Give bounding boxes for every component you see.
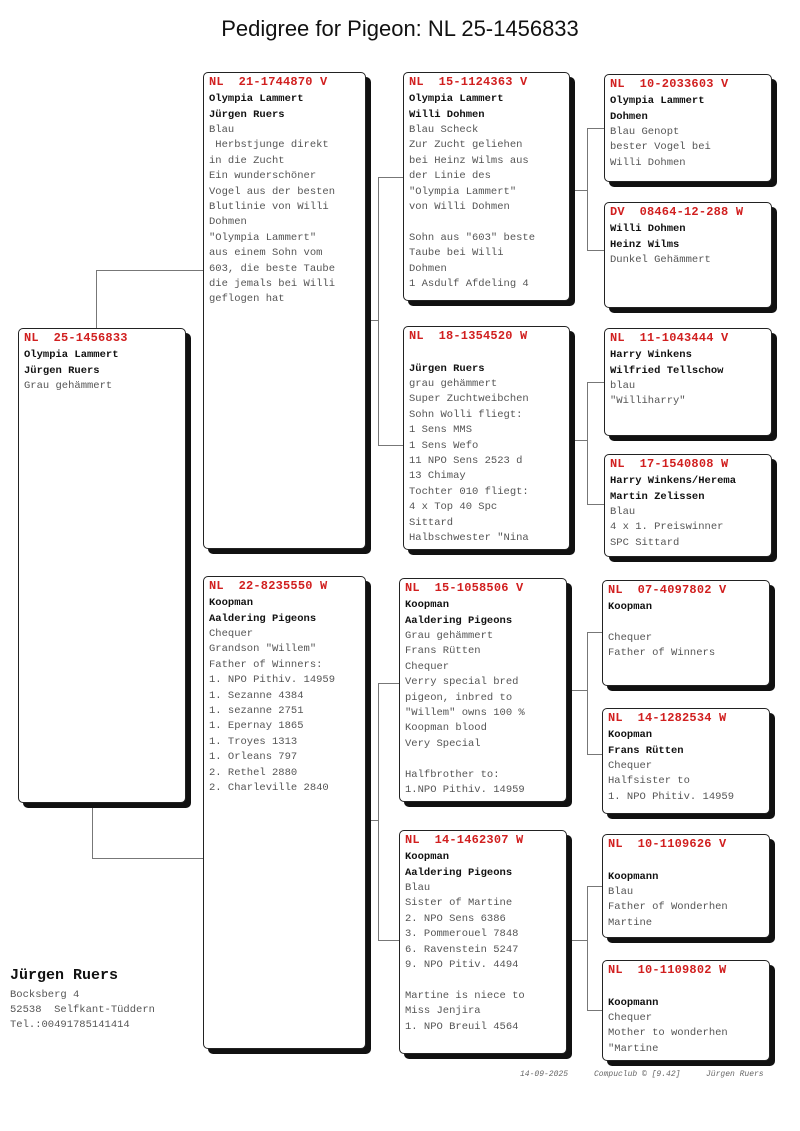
info-line [608,616,765,631]
info-line: geflogen hat [209,293,285,306]
ring-number: NL 14-1462307 W [405,833,524,847]
info-line: der Linie des [409,170,491,183]
owner-name: Koopmann [608,870,659,883]
info-line: Grau gehämmert [24,380,113,392]
info-line: Halfbrother to: [405,768,500,781]
info-line: 2. Rethel 2880 [209,766,298,779]
info-line: grau gehämmert [409,378,498,390]
pigeon-card-subject [18,328,186,803]
info-line: Vogel aus der besten [209,185,336,198]
breeder-name: Jürgen Ruers [10,967,119,984]
connector [587,250,604,251]
info-line: 4 x 1. Preiswinner [610,521,724,534]
pigeon-card-sdd [604,454,772,557]
address-line: 52538 Selfkant-Tüddern [10,1004,155,1016]
info-line: blau [610,380,636,392]
ring-number: DV 08464-12-288 W [610,205,744,219]
info-line: Tochter 010 fliegt: [409,485,529,498]
info-line: Willi Dohmen [610,156,686,169]
pigeon-card-dam [203,576,366,1049]
info-line: 4 x Top 40 Spc [409,501,498,514]
info-line: in die Zucht [209,154,285,167]
owner-name [608,980,765,996]
info-line: Chequer [608,1012,653,1024]
info-line: aus einem Sohn vom [209,247,323,260]
pigeon-card-sd [403,326,570,550]
pigeon-card-ddd [602,960,770,1061]
phone-line: Tel.:00491785141414 [10,1019,130,1031]
connector [378,683,379,940]
info-line: Zur Zucht geliehen [409,139,523,152]
info-line: Martine is niece to [405,989,525,1002]
info-line: 1. sezanne 2751 [209,705,304,718]
owner-name: Willi Dohmen [409,108,485,121]
info-line: Father of Wonderhen [608,901,728,914]
info-line: Chequer [209,628,254,640]
page-title: Pedigree for Pigeon: NL 25-1456833 [221,16,579,41]
info-line: 6. Ravenstein 5247 [405,943,519,956]
info-line: 13 Chimay [409,470,466,483]
info-line: Chequer [405,660,450,673]
connector [587,632,588,754]
owner-name: Koopman [608,601,653,613]
ring-number: NL 10-1109626 V [608,837,727,851]
info-line: Taube bei Willi [409,247,504,260]
info-line: Father of Winners: [209,658,323,671]
connector [568,440,587,441]
info-line: Miss Jenjira [405,1005,481,1018]
info-line [405,973,562,988]
info-line: von Willi Dohmen [409,201,510,214]
info-line: Mother to wonderhen [608,1027,728,1040]
ring-number: NL 14-1282534 W [608,711,727,725]
owner-name: Jürgen Ruers [24,364,100,377]
info-line: Blau [610,506,636,518]
info-line: 1. NPO Phitiv. 14959 [608,790,735,803]
ring-number: NL 11-1043444 V [610,331,729,345]
info-line: pigeon, inbred to [405,691,513,704]
info-line: "Olympia Lammert" [409,185,517,198]
info-line: Ein wunderschöner [209,170,317,183]
info-line: 1. Orleans 797 [209,751,298,764]
connector [378,177,379,445]
connector [96,270,97,328]
connector [568,690,587,691]
owner-name: Aaldering Pigeons [209,612,317,625]
info-line: 11 NPO Sens 2523 d [409,455,523,468]
owner-name: Koopman [405,851,450,863]
info-line: Very Special [405,737,481,750]
connector [568,190,587,191]
owner-name: Olympia Lammert [24,349,119,361]
pigeon-card-sds [604,328,772,436]
info-line: Dunkel Gehämmert [610,254,711,266]
info-line: Chequer [608,631,653,644]
owner-name: Heinz Wilms [610,238,680,251]
info-line: 1.NPO Pithiv. 14959 [405,784,525,797]
info-line: Blau Genopt [610,126,680,138]
info-line: "Williharry" [610,395,686,408]
info-line: 1. Epernay 1865 [209,720,304,733]
owner-name: Frans Rütten [608,744,684,757]
owner-name: Koopman [209,597,254,609]
info-line: Sister of Martine [405,897,513,910]
connector [587,382,604,383]
ring-number: NL 18-1354520 W [409,329,528,343]
info-line: Grau gehämmert [405,630,494,642]
info-line: 3. Pommerouel 7848 [405,928,519,941]
info-line: Blau [608,886,634,898]
connector [587,128,588,250]
connector [378,177,403,178]
ring-number: NL 15-1058506 V [405,581,524,595]
info-line: Grandson "Willem" [209,643,317,656]
info-line: Martine [608,916,653,929]
footer-software: Compuclub © [9.42] [594,1070,681,1079]
connector [587,382,588,504]
pigeon-card-dsd [602,708,770,814]
owner-name: Jürgen Ruers [209,108,285,121]
ring-number: NL 17-1540808 W [610,457,729,471]
info-line: Super Zuchtweibchen [409,393,529,406]
info-line: Blau [405,882,431,894]
owner-name: Dohmen [610,110,648,123]
connector [96,270,204,271]
info-line: 1 Sens Wefo [409,439,479,452]
pigeon-card-ssd [604,202,772,308]
info-line: bei Heinz Wilms aus [409,154,529,167]
info-line: 1. Troyes 1313 [209,735,298,748]
info-line: Herbstjunge direkt [209,139,329,152]
info-line: Sohn aus "603" beste [409,231,536,244]
pigeon-card-dds [602,834,770,938]
info-line: SPC Sittard [610,536,680,549]
ring-number: NL 25-1456833 [24,331,128,345]
info-line: bester Vogel bei [610,141,711,154]
info-line: Halbschwester "Nina [409,532,529,545]
owner-name: Aaldering Pigeons [405,614,513,627]
owner-name: Olympia Lammert [610,95,705,107]
info-line [409,215,565,230]
pigeon-card-dss [602,580,770,686]
info-line: 603, die beste Taube [209,262,336,275]
connector [378,445,403,446]
footer-owner: Jürgen Ruers [706,1070,764,1079]
pigeon-card-sss [604,74,772,182]
owner-name: Jürgen Ruers [409,362,485,375]
info-line: 9. NPO Pitiv. 4494 [405,959,519,972]
owner-name [608,854,765,870]
pigeon-card-dd [399,830,567,1054]
info-line: Sittard [409,516,454,529]
ring-number: NL 10-1109802 W [608,963,727,977]
ring-number: NL 15-1124363 V [409,75,528,89]
info-line: Halfsister to [608,775,690,788]
connector [587,128,604,129]
info-line: 1. NPO Pithiv. 14959 [209,674,336,687]
info-line: Koopman blood [405,722,487,735]
owner-name: Koopmann [608,996,659,1009]
owner-name: Harry Winkens [610,349,692,361]
info-line: 2. NPO Sens 6386 [405,912,506,925]
ring-number: NL 10-2033603 V [610,77,729,91]
info-line: Blutlinie von Willi [209,201,329,214]
info-line: Frans Rütten [405,645,481,658]
owner-name: Koopman [405,599,450,611]
info-line: 1 Asdulf Afdeling 4 [409,278,529,291]
info-line: Father of Winners [608,647,716,660]
info-line: Chequer [608,760,653,772]
info-line: Dohmen [409,262,447,275]
connector [568,940,587,941]
info-line: "Willem" owns 100 % [405,707,525,720]
address-line: Bocksberg 4 [10,989,80,1001]
pigeon-card-sire [203,72,366,549]
info-line: 2. Charleville 2840 [209,782,329,795]
connector [587,504,604,505]
breeder-address [10,967,155,1033]
info-line: die jemals bei Willi [209,278,336,291]
info-line: Dohmen [209,216,247,229]
owner-name: Wilfried Tellschow [610,364,724,377]
info-line: 1 Sens MMS [409,424,473,437]
pigeon-card-ss [403,72,570,301]
owner-name: Harry Winkens/Herema [610,475,737,487]
connector [92,858,204,859]
info-line: Verry special bred [405,676,519,689]
ring-number: NL 22-8235550 W [209,579,328,593]
info-line: "Olympia Lammert" [209,231,317,244]
connector [587,886,588,1010]
owner-name [409,346,565,362]
ring-number: NL 21-1744870 V [209,75,328,89]
owner-name: Aaldering Pigeons [405,866,513,879]
owner-name: Koopman [608,729,653,741]
info-line: 1. Sezanne 4384 [209,689,304,702]
owner-name: Olympia Lammert [409,93,504,105]
owner-name: Martin Zelissen [610,490,705,503]
footer-date: 14-09-2025 [520,1070,569,1079]
ring-number: NL 07-4097802 V [608,583,727,597]
info-line: Blau Scheck [409,124,479,136]
info-line: 1. NPO Breuil 4564 [405,1020,519,1033]
owner-name: Willi Dohmen [610,223,686,235]
pigeon-card-ds [399,578,567,802]
info-line [405,752,562,767]
connector [92,803,93,858]
info-line: "Martine [608,1042,659,1055]
owner-name: Olympia Lammert [209,93,304,105]
info-line: Sohn Wolli fliegt: [409,408,523,421]
info-line: Blau [209,124,235,136]
